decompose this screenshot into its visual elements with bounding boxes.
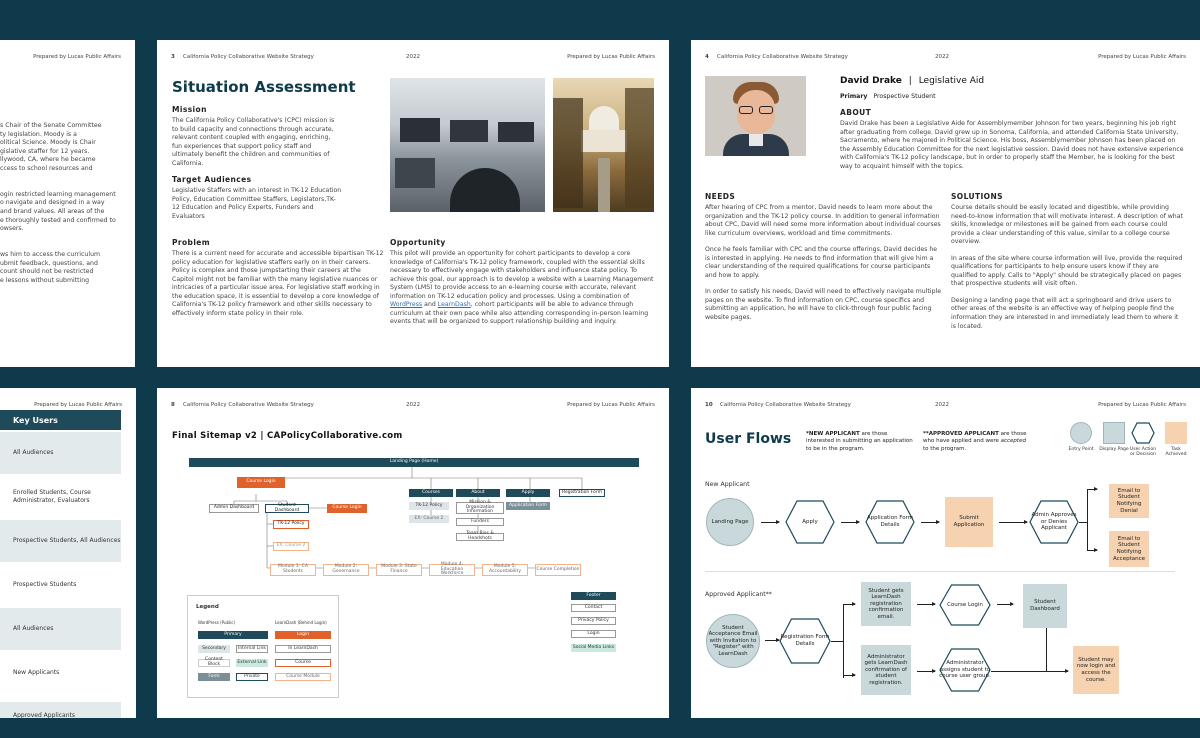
year: 2022 — [935, 54, 949, 60]
target-heading: Target Audiences — [172, 175, 252, 185]
flow-final: Student may now login and access the course. — [1073, 646, 1119, 694]
flow-app-form-label: Application Form Details — [866, 515, 914, 528]
page-header — [171, 54, 655, 64]
problem-heading: Problem — [172, 238, 210, 247]
body-line — [0, 234, 130, 243]
persona-avatar — [705, 76, 806, 156]
appr-def-italic: accepted — [1000, 438, 1026, 445]
sitemap-courses: Courses — [409, 489, 453, 497]
legend-label: Task Achieved — [1165, 447, 1187, 458]
legend-course: Course — [275, 659, 331, 667]
flow-connector — [1079, 522, 1087, 523]
flow-legend-item — [1066, 422, 1096, 452]
opportunity-text-and: and — [422, 301, 438, 309]
sitemap-course-login: Course Login — [237, 477, 285, 488]
body-line: s Chair of the Senate Committee — [0, 122, 102, 129]
sitemap-privacy: Privacy Policy — [571, 617, 616, 625]
legend-box — [187, 595, 339, 698]
body-line: and brand values. All areas of the — [0, 207, 105, 215]
page-number: 3 — [171, 54, 175, 60]
body-line: olitical Science. Moody is Chair — [0, 139, 96, 147]
wordpress-link[interactable]: WordPress — [390, 301, 423, 309]
flow-course-login-label: Course Login — [947, 601, 983, 608]
sitemap-module: Module 1: CA Students — [270, 564, 316, 576]
key-users-table — [0, 430, 121, 718]
opportunity-heading: Opportunity — [390, 238, 446, 247]
key-users-row: All Audiences — [0, 608, 121, 650]
prepared-by: Prepared by Lucas Public Affairs — [567, 54, 655, 60]
primary-label: Primary — [840, 93, 868, 100]
solutions-heading: SOLUTIONS — [951, 192, 1003, 201]
body-line: e thoroughly tested and confirmed to — [0, 216, 116, 224]
page-7 — [0, 388, 136, 718]
legend-secondary: Secondary — [198, 645, 230, 653]
appr-def-bold: **APPROVED APPLICANT — [923, 431, 999, 437]
body-line: o navigate and designed in a way — [0, 199, 105, 207]
page-title: Situation Assessment — [172, 78, 356, 96]
year: 2022 — [935, 402, 949, 408]
body-line — [0, 174, 130, 183]
needs-paragraph: After hearing of CPC from a mentor, David needs to learn more about the organization and the TK-12 policy course. In addition to general information about CPC, David will need some more information about individual courses like curriculum overviews, workload and time commitments. — [705, 204, 941, 237]
key-users-row: All Audiences — [0, 432, 121, 474]
year: 2022 — [406, 54, 420, 60]
solutions-paragraph: In areas of the site where course information will live, provide the required qualifications for participants to help ensure users know if they are qualified to apply. Calls to "Apply" should be strategically placed on pages that prospective students will visit often. — [951, 254, 1183, 288]
body-line: ccess to school resources and — [0, 164, 93, 172]
legend-entry-shape — [1070, 422, 1092, 444]
prepared-by: Prepared by Lucas Public Affairs — [567, 402, 655, 408]
key-users-row: New Applicants — [0, 652, 121, 694]
flow-divider — [705, 571, 1175, 572]
prepared-by: Prepared by Lucas Public Affairs — [1098, 54, 1186, 60]
sitemap-landing: Landing Page (Home) — [189, 458, 639, 467]
legend-private: Private — [236, 673, 268, 681]
body-line: e lessons without submitting — [0, 276, 90, 284]
strategy-title: California Policy Collaborative Website Strategy — [717, 54, 848, 60]
key-users-row: Prospective Students — [0, 564, 121, 606]
needs-heading: NEEDS — [705, 192, 736, 201]
opportunity-text-b: , cohort participants will be able to advance through curriculum at their own pace while also attending corresponding in-person learning events that will be organized to support relationship building and inquiry. — [390, 301, 649, 326]
legend-form: Form — [198, 673, 230, 681]
flow-student-dash: Student Dashboard — [1023, 584, 1067, 628]
solutions-paragraph: Course details should be easily located and digestible, while providing need-to-know information that will motivate interest. A description of what skills, knowledge or milestones will be gained from each course could provide a clear understanding of this value, similar to a college course overview. — [951, 204, 1183, 246]
mission-heading: Mission — [172, 105, 207, 114]
appr-def-text-a: are those who have applied and were — [923, 431, 1027, 445]
flow-arrow — [1087, 550, 1097, 551]
sitemap-tk12b: TK-12 Policy — [409, 502, 449, 510]
sitemap-mission: Mission & Organization Information — [456, 502, 504, 514]
legend-login: Login — [275, 631, 331, 639]
flow-landing: Landing Page — [706, 498, 754, 546]
page-header — [4, 54, 121, 64]
legend-display-shape — [1103, 422, 1125, 444]
solutions-text — [951, 204, 1185, 339]
flow-legend-item — [1128, 422, 1158, 458]
prepared-by: Prepared by Lucas Public Affairs — [33, 54, 121, 60]
legend-course-module: Course Module — [275, 673, 331, 681]
strategy-title: California Policy Collaborative Website Strategy — [183, 402, 314, 408]
legend-wp-label: WordPress (Public) — [198, 620, 236, 625]
sitemap-ex2: EX: Course 2 — [409, 515, 449, 523]
flow-denial: Email to Student Notifying Denial — [1109, 484, 1149, 518]
flow-course-login — [939, 584, 991, 626]
page-10 — [691, 388, 1200, 718]
needs-paragraph: In order to satisfy his needs, David will need to effectively navigate multiple pages on the website. To find information on CPC, course specifics and submitting an application, he will have to click-through four public facing website pages. — [705, 288, 942, 322]
approved-applicant-definition — [923, 431, 1033, 453]
sitemap-reg-form: Registration Form — [559, 489, 605, 497]
page-number: 8 — [171, 402, 175, 408]
persona-name: David Drake — [840, 76, 902, 86]
solutions-paragraph: Designing a landing page that will act a springboard and drive users to other areas of the website is an effective way of helping people find the information they are interested in and immediately lead them to where it is located. — [951, 296, 1179, 330]
flow-arrow — [917, 671, 935, 672]
body-line: count should not be restricted — [0, 268, 94, 276]
flow-admin-label: Admin Approves or Denies Applicant — [1031, 512, 1077, 532]
name-separator: | — [908, 76, 912, 86]
legend-in-ld: In LearnDash — [275, 645, 331, 653]
flow-submit: Submit Application — [945, 497, 993, 547]
flow-arrow — [843, 675, 855, 676]
page-header — [705, 54, 1186, 64]
flow-apply — [785, 500, 835, 544]
page-1-body — [0, 122, 130, 285]
body-line: owsers. — [0, 225, 24, 233]
classroom-photo — [390, 78, 545, 212]
sitemap-student-dash: Student Dashboard — [265, 504, 309, 513]
key-users-header: Key Users — [0, 410, 121, 430]
sitemap-footer: Footer — [571, 592, 616, 600]
mission-text: The California Policy Collaborative's (CPC) mission is to build capacity and connections through accurate, relevant content coupled with engaging, enriching, fun experiences that support policy staff and ultimately benefit the children and communities of California. — [172, 117, 335, 167]
key-users-row: Approved Applicants — [0, 702, 121, 718]
body-line: llywood, CA, where he became — [0, 156, 96, 164]
legend-label: Entry Point — [1068, 447, 1094, 452]
legend-internal: Internal Link — [236, 645, 268, 653]
flow-arrow — [843, 604, 855, 605]
flow-arrow — [761, 522, 779, 523]
page-1 — [0, 40, 135, 367]
new-def-bold: *NEW APPLICANT — [806, 431, 860, 437]
sitemap-tk12: TK-12 Policy — [273, 520, 309, 529]
strategy-title: California Policy Collaborative Website Strategy — [720, 402, 851, 408]
legend-primary: Primary — [198, 631, 268, 639]
target-text: Legislative Staffers with an interest in TK-12 Education Policy, Education Committee Staffers, Legislators,TK-12 Education and Policy Experts, Funders and Evaluators — [172, 187, 342, 220]
page-3 — [157, 40, 669, 367]
sitemap-module: Module 3: State Finance — [376, 564, 422, 576]
flow-connector — [831, 641, 843, 642]
persona-role: Legislative Aid — [918, 76, 985, 86]
page-4 — [691, 40, 1200, 367]
flow-reg-form — [779, 618, 831, 664]
flow-arrow — [997, 604, 1013, 605]
approved-applicant-label: Approved Applicant** — [705, 591, 772, 598]
flow-app-form — [865, 500, 915, 544]
opportunity-text-a: This pilot will provide an opportunity for cohort participants to develop a core knowledge of California's TK-12 policy framework, coupled with the essential skills necessary to effectively engage with stakeholders and influence state policy. To achieve this goal, our approach is to develop a website with a Learning Management System (LMS) to provide access to an e-learning course with accurate, relevant information on TK-12 education policy and processes. Using a combination of — [390, 250, 654, 300]
legend-label: Display Page — [1099, 447, 1129, 452]
sitemap-apply: Apply — [506, 489, 550, 497]
flow-arrow — [999, 522, 1027, 523]
body-line: ws him to access the curriculum — [0, 250, 101, 258]
body-line — [0, 242, 130, 251]
flow-apply-label: Apply — [802, 518, 818, 525]
flow-arrow — [917, 604, 935, 605]
strategy-title: California Policy Collaborative Website Strategy — [183, 54, 314, 60]
prepared-by: Prepared by Lucas Public Affairs — [1098, 402, 1186, 408]
needs-paragraph: Once he feels familiar with CPC and the course offerings, David decides he is interested in applying. He needs to find information that will give him a clear understanding of the required qualifications for course participants and how to apply. — [705, 246, 938, 279]
body-line: ogin restricted learning management — [0, 190, 116, 198]
needs-text — [705, 204, 943, 331]
sitemap-app-form: Application Form — [506, 502, 550, 510]
sitemap-admin-dash: Admin Dashboard — [209, 504, 259, 513]
new-def-text: are those interested in submitting an application to be in the program. — [806, 431, 913, 452]
body-line — [0, 182, 130, 191]
body-line: ty legislation. Moody is a — [0, 130, 77, 138]
user-flows-title: User Flows — [705, 431, 792, 447]
about-text: David Drake has been a Legislative Aide for Assemblymember Johnson for two years, beginning his job right after graduating from college. David grew up in Sonoma, California, and attended California State University, Sacramento, where he majored in Political Science. His boss, Assemblymember Johnson has been placed on the Assembly Education Committee for the next legislative session. David does not have extensive experience with California's TK-12 policy landscape, but in order to properly staff the Member, he is looking for the best way to acquaint himself with the topics. — [840, 120, 1184, 170]
page-number: 4 — [705, 54, 709, 60]
primary-value: Prospective Student — [873, 93, 936, 100]
flow-admin-gets: Administrator gets LearnDash confirmation of student registration. — [861, 645, 911, 695]
flow-arrow — [1087, 489, 1097, 490]
flow-admin — [1029, 500, 1079, 544]
key-users-row: Prospective Students, All Audiences — [0, 520, 121, 562]
flow-arrow — [841, 522, 859, 523]
sitemap-funders: Funders — [456, 518, 504, 526]
legend-ld-label: LearnDash (Behind Login) — [275, 620, 327, 625]
flow-arrow — [765, 640, 779, 641]
flow-assigns-label: Administrator assigns student to course user group. — [939, 660, 991, 680]
capitol-photo — [553, 78, 654, 212]
sitemap-ex1: EX: Course 2 — [273, 542, 309, 551]
legend-title: Legend — [196, 604, 219, 610]
flow-assigns — [939, 648, 991, 692]
sitemap-module: Module 4: Education Workforce — [429, 564, 475, 576]
opportunity-text — [390, 250, 655, 327]
flow-arrow — [1046, 671, 1068, 672]
learndash-link[interactable]: LearnDash — [437, 301, 471, 309]
sitemap-title: Final Sitemap v2 | CAPolicyCollaborative.com — [172, 431, 403, 441]
flow-connector — [1087, 489, 1088, 551]
flow-arrow — [921, 522, 939, 523]
legend-label: User Action or Decision — [1129, 447, 1157, 458]
page-header — [705, 402, 1186, 412]
flow-reg-form-label: Registration Form Details — [780, 634, 830, 647]
about-heading: ABOUT — [840, 108, 872, 117]
flow-connector — [991, 671, 1049, 672]
sitemap-module: Module 5: Accountability — [482, 564, 528, 576]
sitemap-team: Team Bios & Headshots — [456, 533, 504, 541]
year: 2022 — [406, 402, 420, 408]
sitemap-login: Login — [571, 630, 616, 638]
flow-student-accept: Student Acceptance Email with Invitation to "Register" with LearnDash — [706, 614, 760, 668]
flow-connector — [1046, 628, 1047, 672]
sitemap-contact: Contact — [571, 604, 616, 612]
page-8 — [157, 388, 669, 718]
sitemap-about: About — [456, 489, 500, 497]
sitemap-module: Course Completion — [535, 564, 581, 576]
legend-action-shape — [1131, 422, 1155, 444]
prepared-by: Prepared by Lucas Public Affairs — [34, 402, 122, 408]
flow-connector — [843, 604, 844, 678]
legend-external: External Link — [236, 659, 268, 667]
legend-task-shape — [1165, 422, 1187, 444]
page-number: 10 — [705, 402, 713, 408]
sitemap-social: Social Media Links — [571, 644, 616, 652]
sitemap-course-login2: Course Login — [327, 504, 367, 513]
appr-def-text-c: to the program. — [923, 445, 967, 452]
flow-gets-ld: Student gets LearnDash registration confirmation email. — [861, 582, 911, 626]
new-applicant-label: New Applicant — [705, 481, 750, 488]
flow-accept: Email to Student Notifying Acceptance — [1109, 531, 1149, 567]
body-line: ubmit feedback, questions, and — [0, 259, 98, 267]
sitemap-module: Module 2: Governance — [323, 564, 369, 576]
new-applicant-definition — [806, 431, 914, 453]
problem-text: There is a current need for accurate and accessible bipartisan TK-12 policy education for legislative staffers early on in their careers. Policy is complex and those jumpstarting their careers at the Capitol might not be familiar with the many legislative nuances or intricacies of a particular issue area. For legislative staff working in the education space, it is essential to develop a core knowledge of California's TK-12 policy framework and other skills necessary to effectively inform state policy in their role. — [172, 250, 384, 317]
body-line: gislative staffer for 12 years. — [0, 147, 90, 155]
flow-legend-item — [1099, 422, 1129, 452]
flow-legend-item — [1161, 422, 1191, 458]
legend-content: Content Block — [198, 659, 230, 667]
key-users-row: Enrolled Students, Course Administrator, Evaluators — [0, 476, 121, 518]
